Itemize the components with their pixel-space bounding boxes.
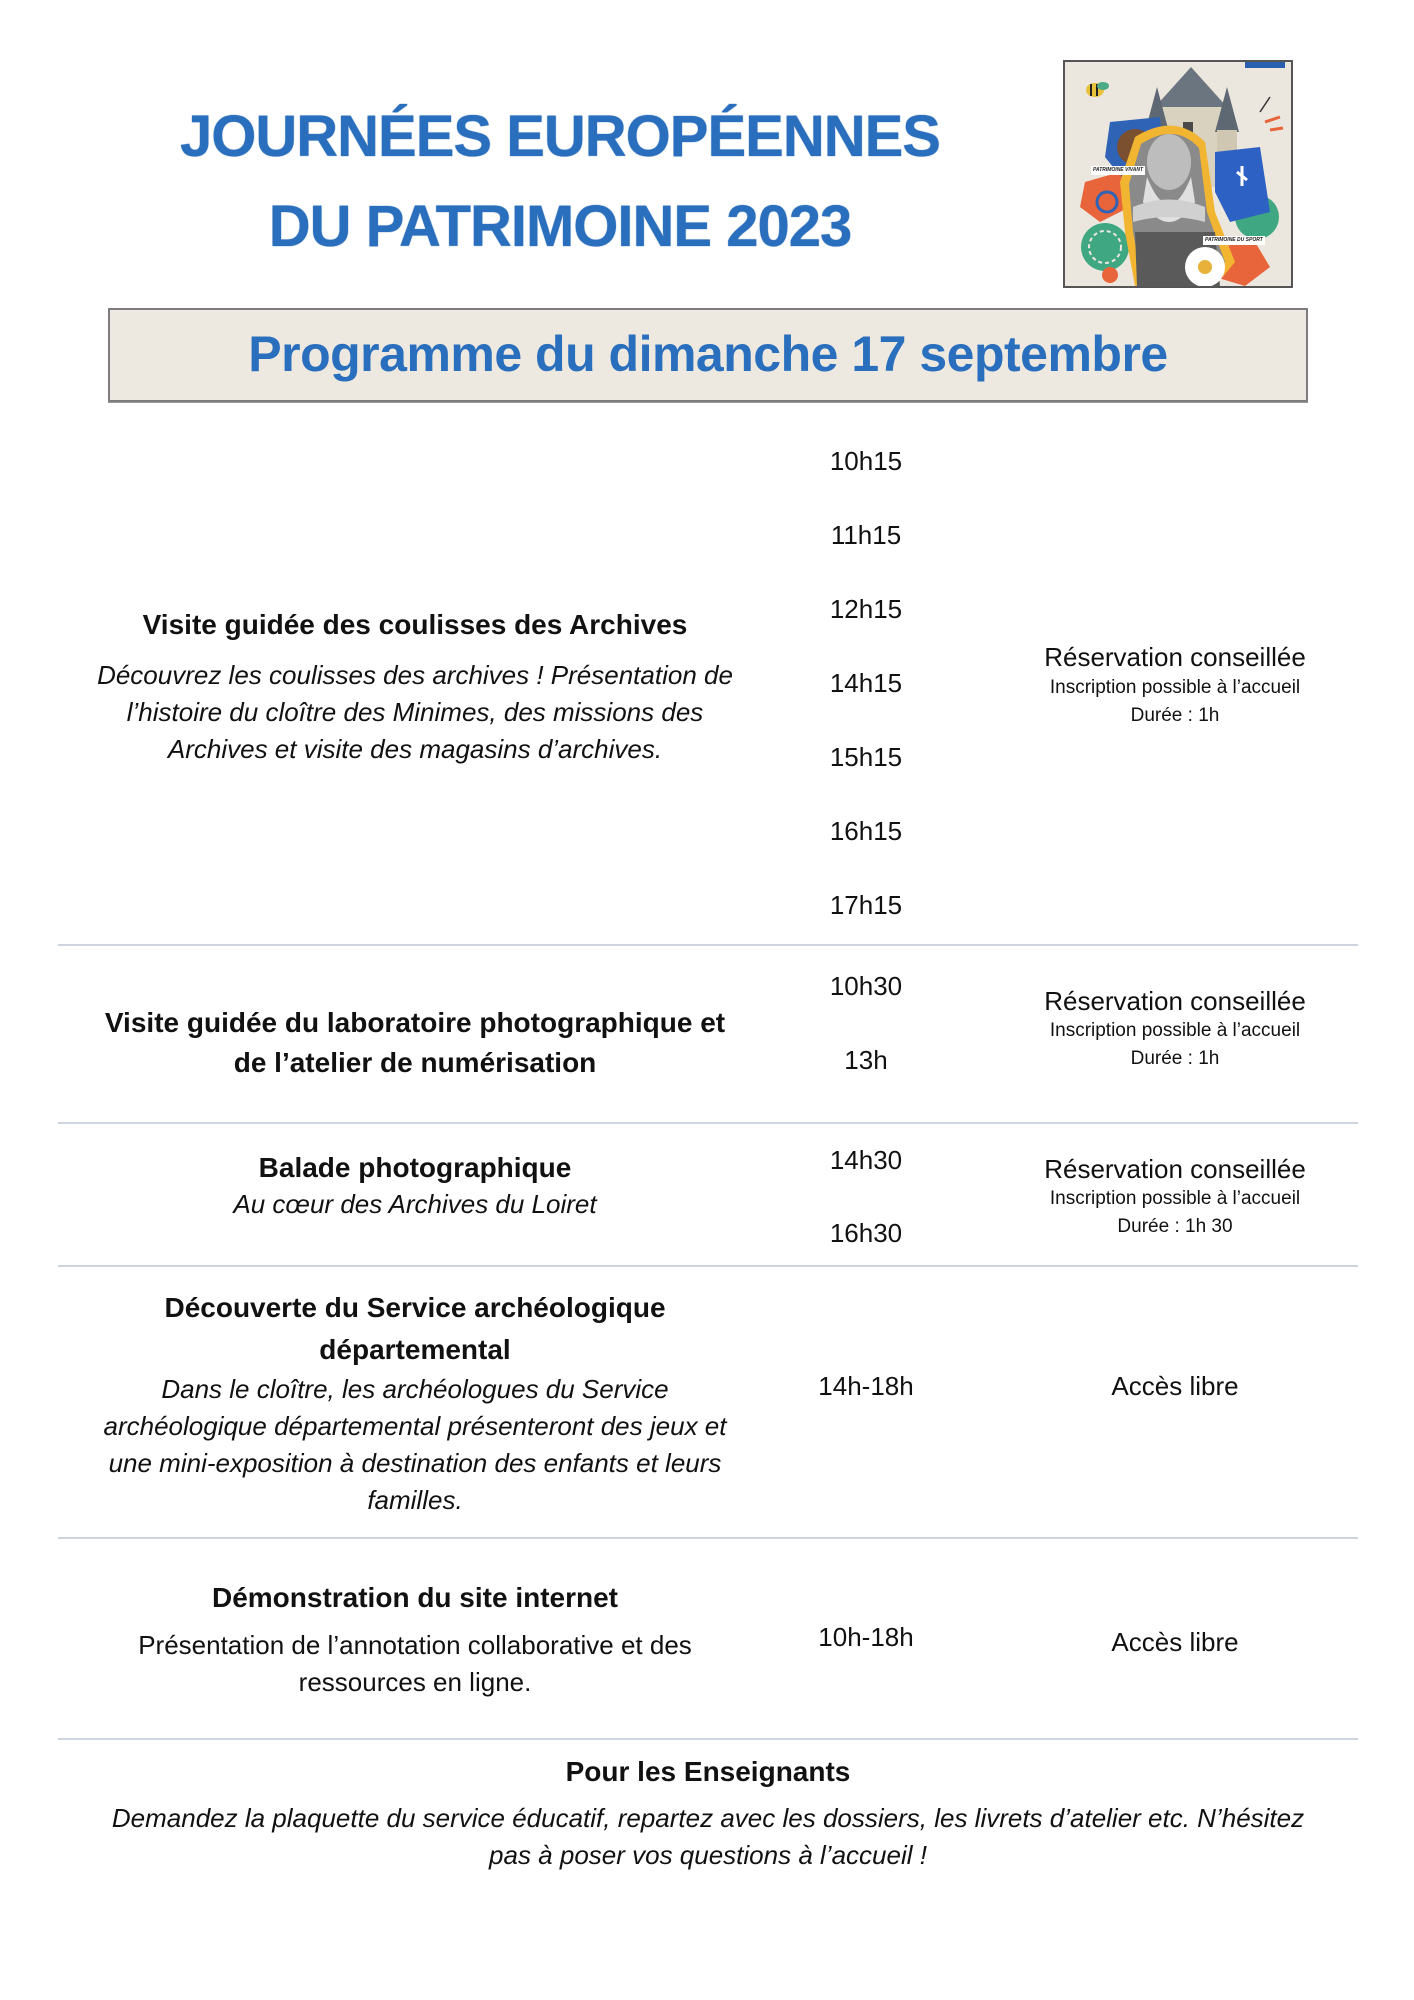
event-title-line: Visite guidée du laboratoire photographique et xyxy=(104,1007,726,1038)
event-poster-image xyxy=(1063,60,1293,288)
event-duration: Durée : 1h 30 xyxy=(1117,1216,1233,1237)
event-title-line: de l’atelier de numérisation xyxy=(233,1047,597,1078)
row-divider xyxy=(58,1122,1358,1124)
event-access: Réservation conseillée xyxy=(1044,642,1306,672)
event-time: 13h xyxy=(844,1045,888,1075)
event-description-line: Présentation de l’annotation collaborative et des xyxy=(138,1630,692,1660)
event-time: 11h15 xyxy=(830,520,902,550)
event-access: Réservation conseillée xyxy=(1044,1154,1306,1184)
event-description-line: Archives et visite des magasins d’archives. xyxy=(167,734,663,764)
event-description-line: familles. xyxy=(367,1485,463,1515)
event-description-line: archéologique départemental présenteront des jeux et xyxy=(103,1411,727,1441)
program-date-heading: Programme du dimanche 17 septembre xyxy=(248,326,1168,382)
row-divider xyxy=(58,1537,1358,1539)
event-time: 14h-18h xyxy=(818,1371,914,1401)
page-title-line-1: JOURNÉES EUROPÉENNES xyxy=(180,104,940,169)
event-description-line: ressources en ligne. xyxy=(298,1667,532,1697)
event-title-line: départemental xyxy=(319,1334,511,1365)
event-duration: Durée : 1h xyxy=(1130,705,1220,726)
event-access: Réservation conseillée xyxy=(1044,986,1306,1016)
event-registration-note: Inscription possible à l’accueil xyxy=(1049,1188,1301,1209)
event-title: Démonstration du site internet xyxy=(211,1582,619,1613)
event-time: 14h15 xyxy=(829,668,903,698)
event-registration-note: Inscription possible à l’accueil xyxy=(1049,677,1301,698)
teachers-text-line: Demandez la plaquette du service éducatif, repartez avec les dossiers, les livrets d’atelier etc. N’hésitez xyxy=(111,1803,1305,1833)
event-time: 16h15 xyxy=(829,816,903,846)
teachers-text-line: pas à poser vos questions à l’accueil ! xyxy=(489,1840,927,1870)
event-title: Visite guidée des coulisses des Archives xyxy=(142,609,688,640)
event-description-line: Découvrez les coulisses des archives ! Présentation de xyxy=(97,660,733,690)
event-access: Accès libre xyxy=(1111,1627,1239,1657)
event-time: 15h15 xyxy=(829,742,903,772)
page-title-line-2: DU PATRIMOINE 2023 xyxy=(268,194,852,259)
event-access: Accès libre xyxy=(1111,1371,1239,1401)
event-time: 14h30 xyxy=(829,1145,903,1175)
event-subtitle: Au cœur des Archives du Loiret xyxy=(233,1189,597,1219)
teachers-title: Pour les Enseignants xyxy=(565,1756,851,1787)
event-description-line: Dans le cloître, les archéologues du Service xyxy=(161,1374,669,1404)
poster-label-patrimoine-du-sport: PATRIMOINE DU SPORT xyxy=(1205,237,1263,243)
event-description-line: l’histoire du cloître des Minimes, des missions des xyxy=(126,697,704,727)
event-time: 16h30 xyxy=(829,1218,903,1248)
poster-label-patrimoine-vivant: PATRIMOINE VIVANT xyxy=(1093,167,1143,173)
event-registration-note: Inscription possible à l’accueil xyxy=(1049,1020,1301,1041)
row-divider xyxy=(58,1738,1358,1740)
event-time: 10h15 xyxy=(829,446,903,476)
event-time: 10h-18h xyxy=(818,1622,914,1652)
event-title: Balade photographique xyxy=(258,1152,572,1183)
event-title-line: Découverte du Service archéologique xyxy=(164,1292,666,1323)
program-date-banner xyxy=(108,308,1308,402)
event-duration: Durée : 1h xyxy=(1130,1048,1220,1069)
event-time: 12h15 xyxy=(829,594,903,624)
event-description-line: une mini-exposition à destination des enfants et leurs xyxy=(108,1448,722,1478)
event-time: 17h15 xyxy=(829,890,903,920)
row-divider xyxy=(58,944,1358,946)
row-divider xyxy=(58,1265,1358,1267)
event-time: 10h30 xyxy=(829,971,903,1001)
